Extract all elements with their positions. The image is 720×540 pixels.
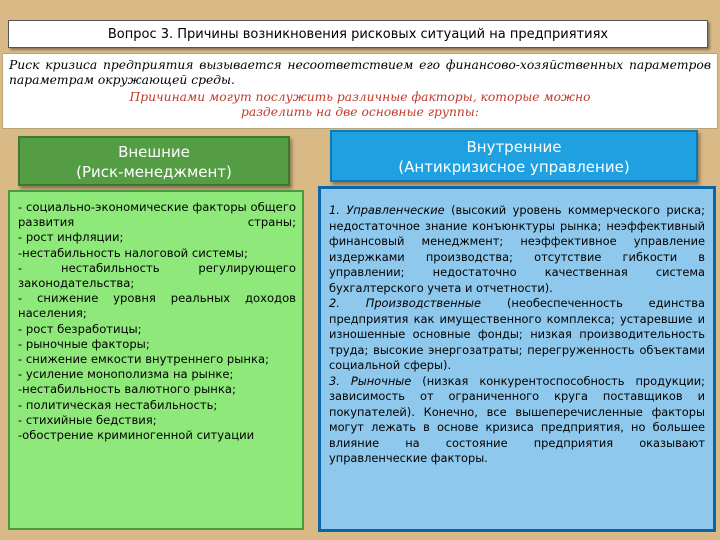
intro-highlight: Причинами могут послужить различные факторы, которые можно разделить на две основные группы:: [129, 90, 591, 119]
intro-paragraph: Риск кризиса предприятия вызывается несоответствием его финансово-хозяйственных параметров параметрам окружающей среды.: [9, 58, 711, 87]
external-factor-item: - снижение уровня реальных доходов населения;: [18, 291, 296, 321]
external-factors-box: [8, 190, 304, 530]
external-factor-item: -обострение криминогенной ситуации: [18, 428, 255, 443]
internal-group-text-market: (низкая конкурентоспособность продукции; зависимость от ограниченного круга поставщиков и покупателей). Конечно, все вышеперечисленные факторы могут лежать в основе кризиса предприятия, но большее влияние на состояние предприятия оказывают управленческие факторы.: [329, 373, 706, 465]
external-factor-item: - рост инфляции;: [18, 230, 124, 245]
internal-group-label-market: 3. Рыночные: [329, 373, 412, 388]
external-factor-item: - социально-экономические факторы общего развития страны;: [18, 200, 296, 230]
external-factor-item: -нестабильность валютного рынка;: [18, 382, 236, 397]
internal-heading-title: Внутренние: [466, 138, 562, 156]
external-heading-subtitle: (Риск-менеджмент): [76, 163, 232, 181]
external-factor-item: - снижение емкости внутреннего рынка;: [18, 352, 269, 367]
slide-title: Вопрос 3. Причины возникновения рисковых ситуаций на предприятиях: [8, 20, 708, 48]
internal-group-text-production: (необеспеченность единства предприятия как имущественного комплекса; устаревшие и изношенные основные фонды; низкая производительность труда; высокие энергозатраты; перегруженность объектами социальной сферы).: [329, 296, 705, 372]
external-factor-item: - стихийные бедствия;: [18, 412, 157, 427]
internal-group-text-managerial: (высокий уровень коммерческого риска; недостаточное знание конъюнктуры рынка; неэффективный финансовый менеджмент; неэффективное управление издержками производства; отсутствие гибкости в управлении; недостаточно качественная система бухгалтерского учета и отчетности).: [329, 203, 705, 295]
internal-heading-subtitle: (Антикризисное управление): [398, 158, 630, 176]
external-factor-item: -нестабильность налоговой системы;: [18, 245, 248, 260]
internal-group-label-production: 2. Производственные: [329, 296, 482, 310]
external-factor-item: - рост безработицы;: [18, 321, 142, 336]
internal-factors-box: [318, 186, 716, 532]
intro-box: [2, 53, 718, 129]
external-factor-item: - усиление монополизма на рынке;: [18, 367, 234, 382]
internal-group-label-managerial: 1. Управленческие: [329, 203, 445, 217]
external-heading-title: Внешние: [118, 143, 190, 161]
external-heading: [18, 136, 290, 186]
external-factor-item: - нестабильность регулирующего законодательства;: [18, 260, 296, 291]
internal-heading: [330, 130, 698, 182]
external-factor-item: - политическая нестабильность;: [18, 397, 218, 412]
external-factor-item: - рыночные факторы;: [18, 336, 150, 351]
